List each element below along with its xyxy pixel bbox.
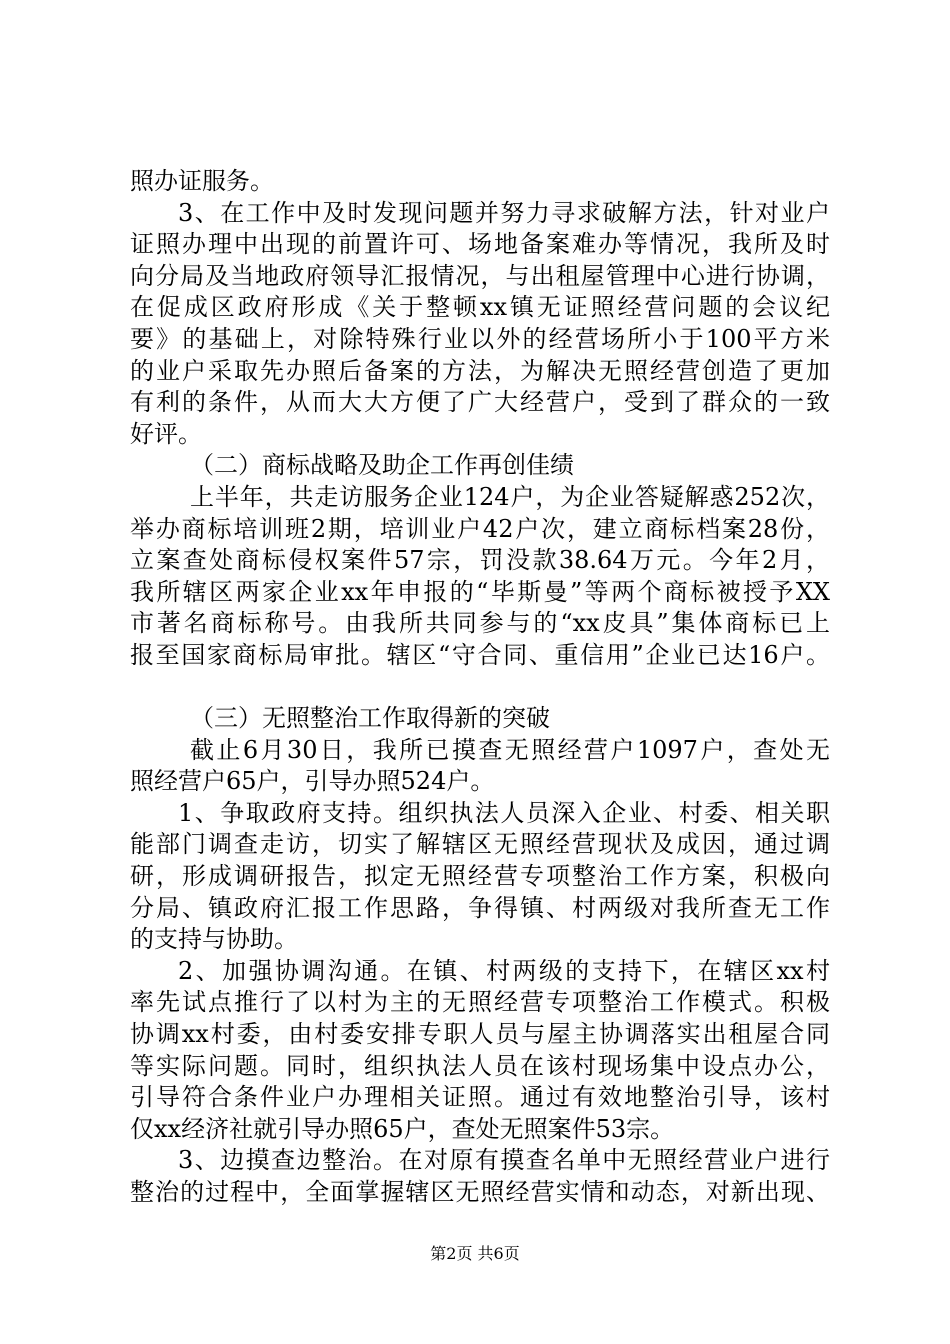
text-line: 报至国家商标局审批。辖区“守合同、重信用”企业已达16户。 (130, 640, 830, 669)
text-line: 截止6月30日，我所已摸查无照经营户1097户，查处无 (190, 735, 830, 764)
text-line: 率先试点推行了以村为主的无照经营专项整治工作模式。积极 (130, 988, 830, 1017)
text-line: 证照办理中出现的前置许可、场地备案难办等情况，我所及时 (130, 230, 830, 259)
text-line: 2、加强协调沟通。在镇、村两级的支持下，在辖区xx村 (178, 956, 830, 985)
text-line: 的业户采取先办照后备案的方法，为解决无照经营创造了更加 (130, 356, 830, 385)
text-line: 向分局及当地政府领导汇报情况，与出租屋管理中心进行协调， (130, 261, 830, 290)
text-line: 仅xx经济社就引导办照65户，查处无照案件53宗。 (130, 1114, 675, 1143)
text-line: 研，形成调研报告，拟定无照经营专项整治工作方案，积极向 (130, 862, 830, 891)
text-line: 照办证服务。 (130, 167, 274, 195)
text-line: 上半年，共走访服务企业124户，为企业答疑解惑252次， (190, 482, 830, 511)
text-line: 等实际问题。同时，组织执法人员在该村现场集中设点办公， (130, 1051, 830, 1080)
text-line: 引导符合条件业户办理相关证照。通过有效地整治引导，该村 (130, 1083, 830, 1112)
text-line: 1、争取政府支持。组织执法人员深入企业、村委、相关职 (178, 798, 830, 827)
text-line: 我所辖区两家企业xx年申报的“毕斯曼”等两个商标被授予XX (130, 577, 830, 606)
text-line: 照经营户65户，引导办照524户。 (130, 767, 495, 796)
page-footer: 第2页 共6页 (430, 1244, 520, 1263)
text-line: 整治的过程中，全面掌握辖区无照经营实情和动态，对新出现、 (130, 1178, 830, 1206)
blank-line (130, 672, 830, 704)
text-line: 3、边摸查边整治。在对原有摸查名单中无照经营业户进行 (178, 1146, 830, 1175)
text-line: 的支持与协助。 (130, 925, 298, 954)
text-line: 能部门调查走访，切实了解辖区无照经营现状及成因，通过调 (130, 830, 830, 859)
text-line: 3、在工作中及时发现问题并努力寻求破解方法，针对业户 (178, 198, 830, 227)
body-text (130, 166, 830, 1209)
text-line: 市著名商标称号。由我所共同参与的“xx皮具”集体商标已上 (130, 609, 830, 638)
text-line: 好评。 (130, 419, 202, 448)
text-line: 在促成区政府形成《关于整顿xx镇无证照经营问题的会议纪 (130, 293, 830, 322)
text-line: 分局、镇政府汇报工作思路，争得镇、村两级对我所查无工作 (130, 893, 830, 922)
section-heading: （三）无照整治工作取得新的突破 (190, 704, 550, 733)
text-line: 有利的条件，从而大大方便了广大经营户，受到了群众的一致 (130, 388, 830, 417)
text-line: 要》的基础上，对除特殊行业以外的经营场所小于100平方米 (130, 324, 830, 353)
text-line: 立案查处商标侵权案件57宗，罚没款38.64万元。今年2月， (130, 546, 830, 575)
text-line: 举办商标培训班2期，培训业户42户次，建立商标档案28份， (130, 514, 830, 543)
text-line: 协调xx村委，由村委安排专职人员与屋主协调落实出租屋合同 (130, 1020, 830, 1049)
section-heading: （二）商标战略及助企工作再创佳绩 (190, 451, 574, 480)
